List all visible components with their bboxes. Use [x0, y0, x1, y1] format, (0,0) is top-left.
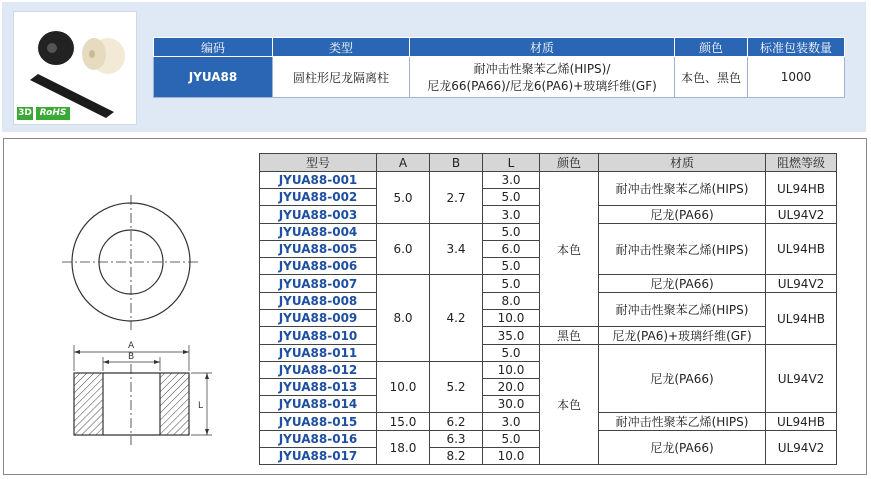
spec-header: 颜色 — [540, 154, 599, 172]
summary-type: 圆柱形尼龙隔离柱 — [273, 57, 410, 98]
spec-b: 8.2 — [430, 448, 483, 465]
spec-code: JYUA88-001 — [260, 172, 377, 189]
spec-code: JYUA88-002 — [260, 189, 377, 206]
spec-table — [259, 153, 837, 465]
spec-l: 20.0 — [483, 379, 540, 396]
section-view — [74, 345, 212, 445]
spec-a: 15.0 — [377, 413, 430, 431]
spec-a: 6.0 — [377, 224, 430, 275]
spec-l: 10.0 — [483, 448, 540, 465]
summary-material-line2: 尼龙66(PA66)/尼龙6(PA6)+玻璃纤维(GF) — [427, 79, 657, 93]
spec-b: 5.2 — [430, 362, 483, 413]
spec-header: 阻燃等级 — [766, 154, 837, 172]
spec-a: 10.0 — [377, 362, 430, 413]
spec-l: 5.0 — [483, 258, 540, 275]
spec-body — [260, 172, 837, 465]
spec-header: 材质 — [599, 154, 766, 172]
spec-a: 8.0 — [377, 275, 430, 362]
spec-code: JYUA88-008 — [260, 293, 377, 310]
spec-rating: UL94HB — [766, 224, 837, 275]
summary-header: 标准包装数量 — [748, 38, 845, 57]
summary-color: 本色、黑色 — [675, 57, 748, 98]
spec-rating: UL94V2 — [766, 275, 837, 293]
spec-l: 5.0 — [483, 431, 540, 448]
spec-code: JYUA88-006 — [260, 258, 377, 275]
spec-l: 3.0 — [483, 172, 540, 189]
spec-l: 5.0 — [483, 224, 540, 241]
top-view — [62, 195, 200, 330]
spec-code: JYUA88-007 — [260, 275, 377, 293]
summary-header: 编码 — [154, 38, 273, 57]
spec-material: 尼龙(PA66) — [599, 345, 766, 413]
technical-drawing — [0, 0, 260, 479]
spec-color: 本色 — [540, 345, 599, 465]
spec-rating: UL94HB — [766, 413, 837, 431]
spec-material: 耐冲击性聚苯乙烯(HIPS) — [599, 224, 766, 275]
spec-header: A — [377, 154, 430, 172]
summary-material — [410, 57, 675, 98]
spec-code: JYUA88-003 — [260, 206, 377, 224]
spec-a: 5.0 — [377, 172, 430, 224]
spec-l: 10.0 — [483, 310, 540, 327]
summary-header: 材质 — [410, 38, 675, 57]
spec-code: JYUA88-005 — [260, 241, 377, 258]
summary-pack-qty: 1000 — [748, 57, 845, 98]
spec-l: 3.0 — [483, 413, 540, 431]
spec-row — [260, 327, 837, 345]
spec-b: 6.2 — [430, 413, 483, 431]
spec-material: 耐冲击性聚苯乙烯(HIPS) — [599, 413, 766, 431]
spec-rating: UL94V2 — [766, 345, 837, 413]
summary-material-line1: 耐冲击性聚苯乙烯(HIPS)/ — [473, 62, 611, 76]
spec-code: JYUA88-016 — [260, 431, 377, 448]
spec-rating: UL94V2 — [766, 206, 837, 224]
spec-color: 本色 — [540, 172, 599, 327]
spec-header: B — [430, 154, 483, 172]
summary-header: 颜色 — [675, 38, 748, 57]
spec-material: 尼龙(PA66) — [599, 275, 766, 293]
badge-3d: 3D — [18, 108, 32, 118]
spec-rating: UL94HB — [766, 172, 837, 206]
spec-material: 耐冲击性聚苯乙烯(HIPS) — [599, 293, 766, 327]
spec-code: JYUA88-017 — [260, 448, 377, 465]
spec-code: JYUA88-010 — [260, 327, 377, 345]
spec-code: JYUA88-011 — [260, 345, 377, 362]
spec-b: 6.3 — [430, 431, 483, 448]
dim-label-a: A — [128, 341, 135, 351]
spec-code: JYUA88-015 — [260, 413, 377, 431]
spec-l: 3.0 — [483, 206, 540, 224]
spec-header: 型号 — [260, 154, 377, 172]
dim-label-b: B — [128, 352, 135, 362]
spec-rating: UL94V2 — [766, 431, 837, 465]
spec-code: JYUA88-013 — [260, 379, 377, 396]
spec-material: 耐冲击性聚苯乙烯(HIPS) — [599, 172, 766, 206]
spec-b: 2.7 — [430, 172, 483, 224]
spec-l: 35.0 — [483, 327, 540, 345]
spec-code: JYUA88-014 — [260, 396, 377, 413]
spec-l: 8.0 — [483, 293, 540, 310]
summary-header: 类型 — [273, 38, 410, 57]
summary-code: JYUA88 — [154, 57, 273, 98]
spec-code: JYUA88-009 — [260, 310, 377, 327]
spec-b: 3.4 — [430, 224, 483, 275]
spec-code: JYUA88-004 — [260, 224, 377, 241]
spec-l: 5.0 — [483, 189, 540, 206]
spec-material: 尼龙(PA66) — [599, 206, 766, 224]
badge-rohs: RoHS — [36, 107, 70, 120]
spec-l: 6.0 — [483, 241, 540, 258]
spec-a: 18.0 — [377, 431, 430, 465]
spec-l: 30.0 — [483, 396, 540, 413]
spec-b: 4.2 — [430, 275, 483, 362]
spec-l: 5.0 — [483, 345, 540, 362]
spec-header: L — [483, 154, 540, 172]
spec-l: 10.0 — [483, 362, 540, 379]
spec-rating: UL94HB — [766, 293, 837, 345]
spec-l: 5.0 — [483, 275, 540, 293]
spec-row — [260, 172, 837, 189]
spec-color: 黑色 — [540, 327, 599, 345]
spec-material: 尼龙(PA66) — [599, 431, 766, 465]
spec-material: 尼龙(PA6)+玻璃纤维(GF) — [599, 327, 766, 345]
spec-row — [260, 345, 837, 362]
spec-code: JYUA88-012 — [260, 362, 377, 379]
dim-label-l: L — [198, 401, 204, 411]
